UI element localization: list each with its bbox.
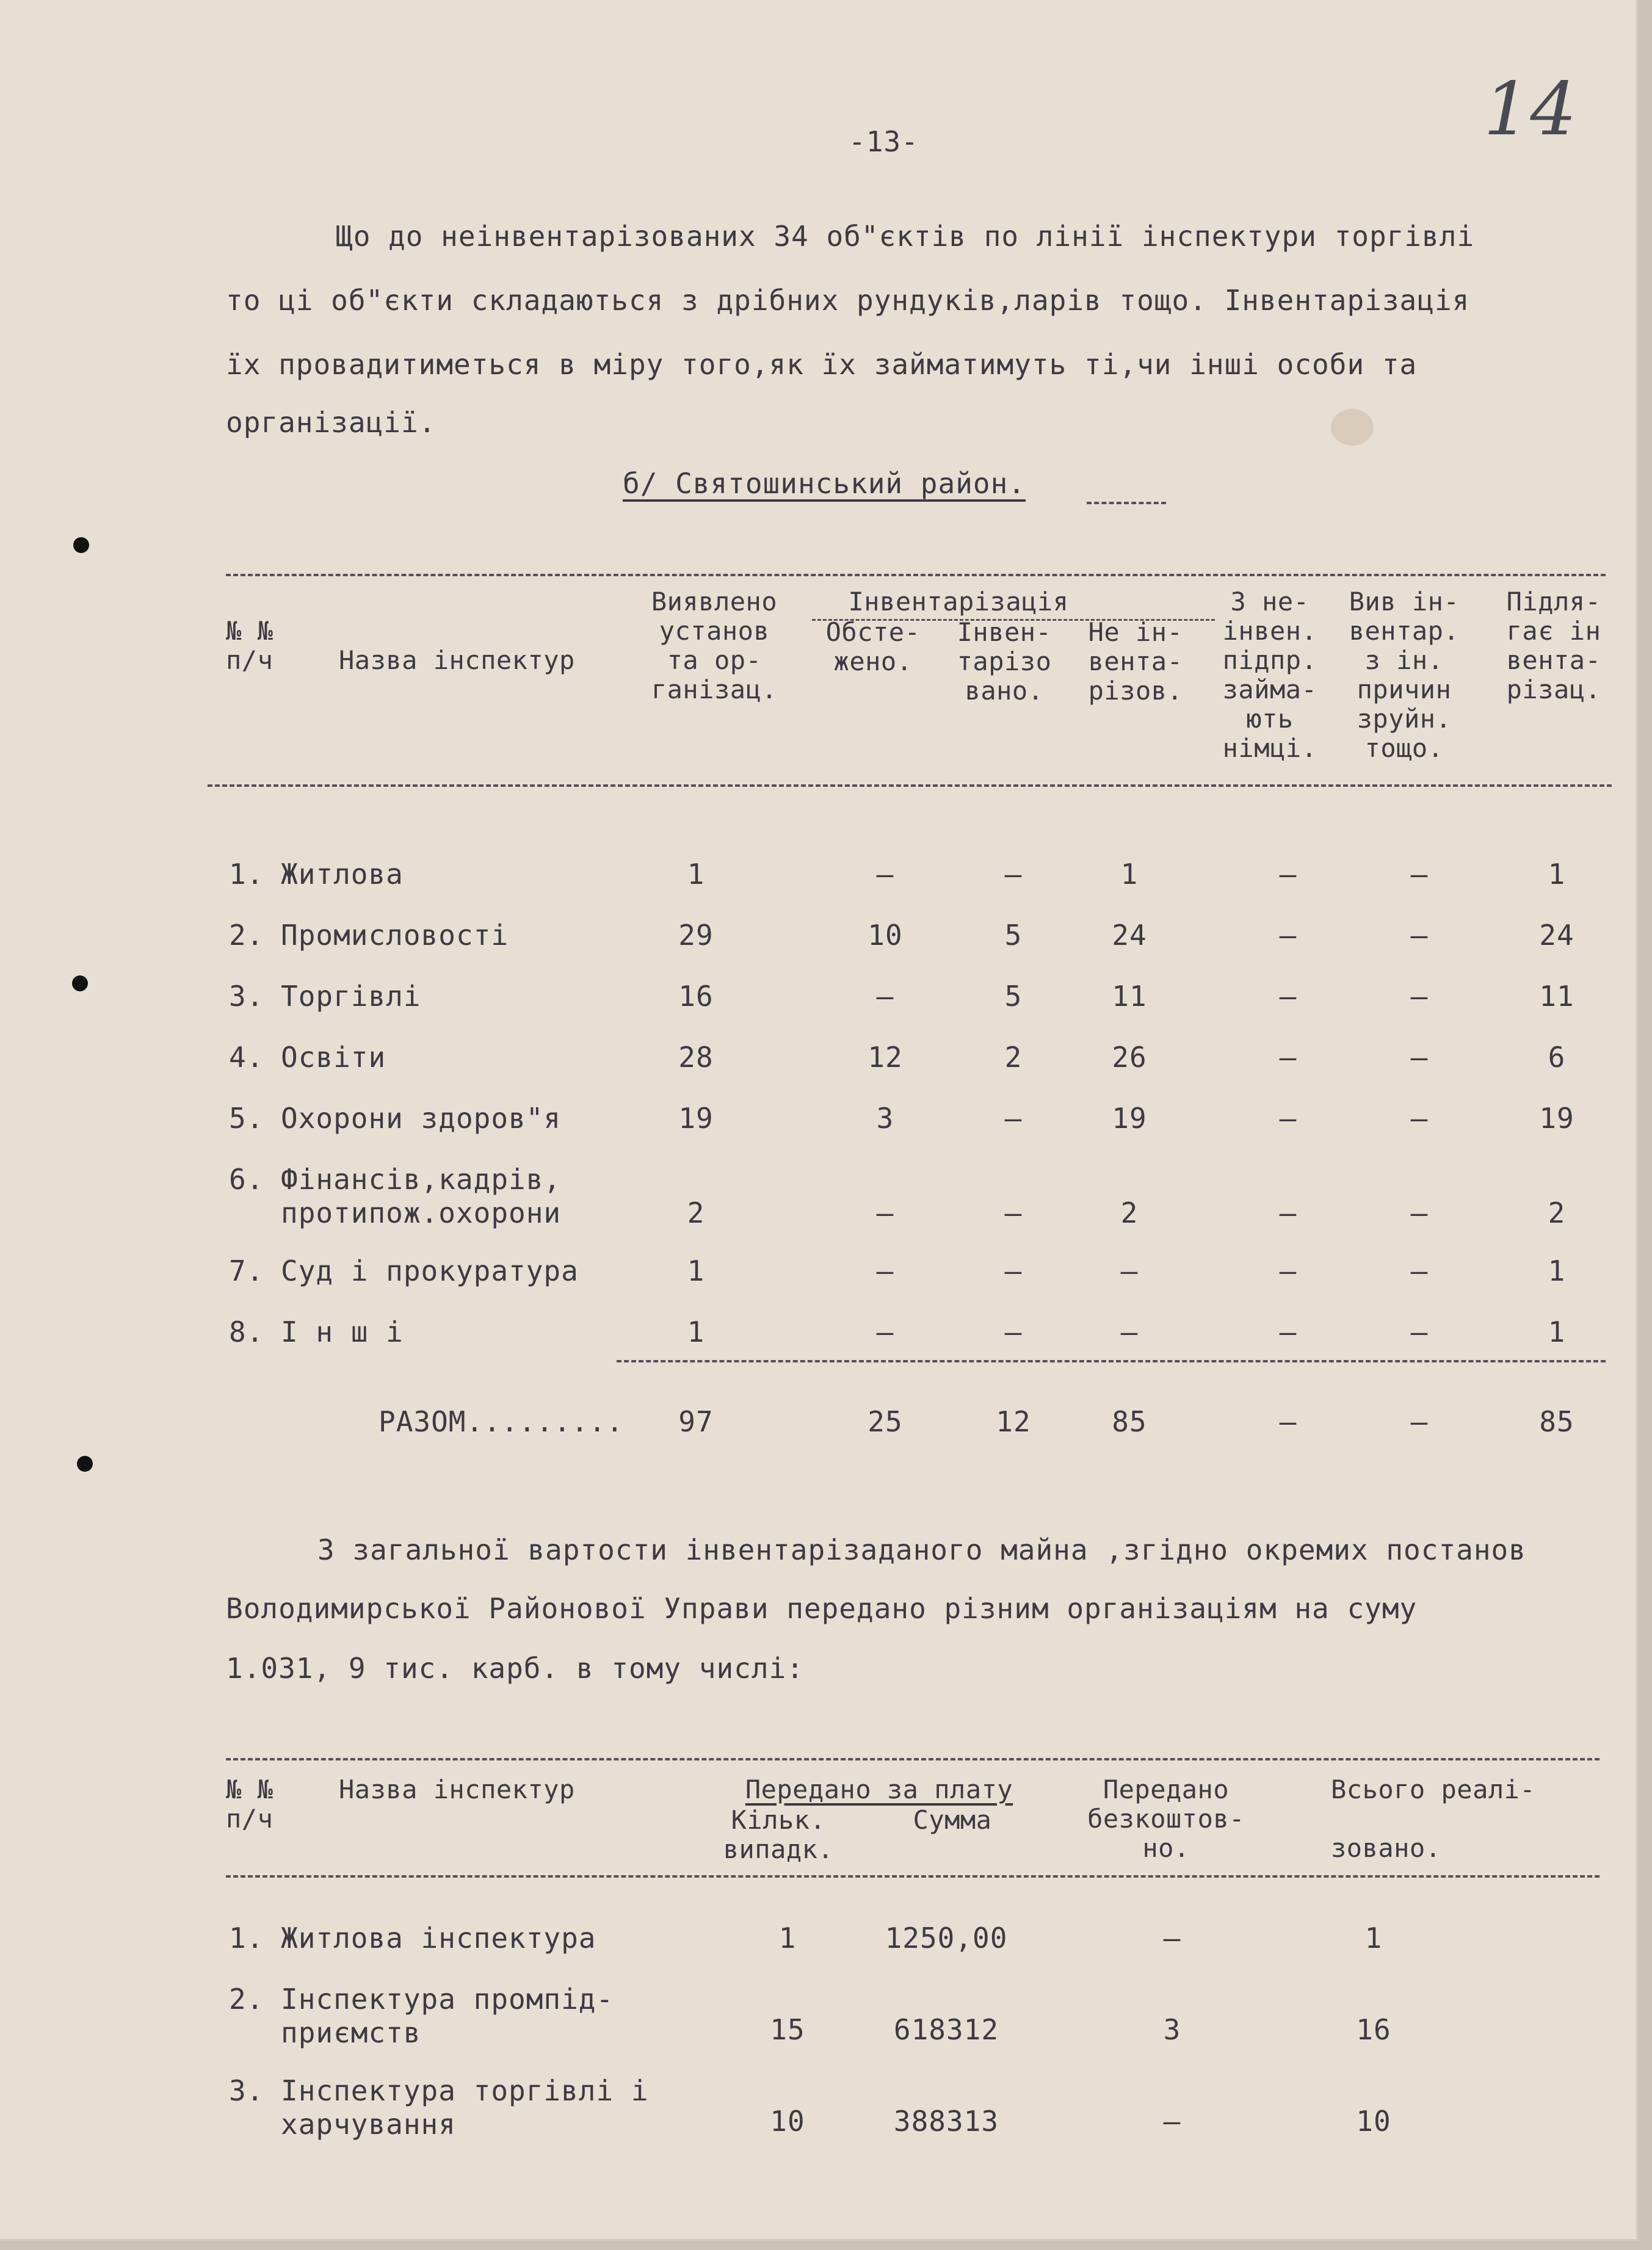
- t1-cell-subject: 1: [1548, 858, 1566, 891]
- table1-top-rule: [226, 574, 1606, 576]
- t1-cell-found: 1: [687, 1254, 705, 1287]
- t1-header-line: вано.: [965, 676, 1044, 706]
- t2-header-name: Назва інспектур: [339, 1774, 575, 1804]
- intro-line-3: їх провадитиметься в міру того,як їх займатимуть ті,чи інші особи та: [226, 348, 1418, 381]
- t1-header-line: інвен.: [1222, 616, 1317, 646]
- t1-cell-occupied: –: [1279, 1254, 1297, 1287]
- t1-total-surveyed: 25: [868, 1405, 903, 1438]
- t1-row-name: Житлова: [281, 858, 404, 891]
- t1-header-line: ють: [1246, 704, 1294, 734]
- t1-header-line: тарізо: [957, 646, 1052, 676]
- t1-cell-removed: –: [1410, 919, 1429, 952]
- t1-cell-found: 2: [687, 1196, 705, 1229]
- t1-cell-surveyed: –: [876, 1254, 894, 1287]
- t1-cell-inventoried: –: [1004, 1254, 1023, 1287]
- t1-cell-subject: 2: [1548, 1196, 1566, 1229]
- t1-cell-subject: 24: [1539, 919, 1574, 952]
- t2-cell-sum: 388313: [893, 2105, 999, 2138]
- t1-cell-surveyed: –: [876, 980, 894, 1013]
- t1-cell-not-inv: 26: [1112, 1041, 1147, 1074]
- t2-header-sum: Сумма: [913, 1805, 992, 1835]
- t1-cell-subject: 11: [1539, 980, 1574, 1013]
- t1-header-num-line: п/ч: [226, 645, 274, 675]
- t1-header-line: Виявлено: [651, 587, 778, 617]
- t1-header-line: вента-: [1506, 645, 1601, 675]
- t2-header-line: зовано.: [1331, 1833, 1441, 1863]
- folio-number: 14: [1484, 67, 1577, 152]
- t1-header-line: займа-: [1222, 675, 1317, 704]
- t1-row-number: 5.: [229, 1102, 264, 1135]
- t2-row-name: харчування: [281, 2108, 456, 2141]
- t2-header-free: [1074, 1775, 1258, 1863]
- t2-cell-sum: 1250,00: [885, 1922, 1008, 1955]
- t1-header-line: зруйн.: [1357, 704, 1452, 734]
- stain-mark: [1331, 409, 1374, 446]
- title-underline-dash: [1087, 502, 1166, 504]
- t1-row-name: Промисловості: [281, 919, 509, 952]
- t2-cell-free: –: [1163, 2105, 1181, 2138]
- t2-header-line: но.: [1142, 1833, 1190, 1863]
- t1-cell-surveyed: 12: [868, 1041, 903, 1074]
- t1-row-name: Освіти: [281, 1041, 386, 1074]
- t1-cell-not-inv: 19: [1112, 1102, 1147, 1135]
- t2-row-name: Інспектура торгівлі і: [281, 2074, 649, 2107]
- t1-cell-surveyed: 3: [876, 1102, 894, 1135]
- t1-header-subject: [1493, 587, 1615, 704]
- t1-row-number: 4.: [229, 1041, 264, 1074]
- t1-cell-found: 1: [687, 1315, 705, 1348]
- t1-cell-removed: –: [1410, 858, 1429, 891]
- t2-cell-count: 10: [770, 2105, 805, 2138]
- t1-cell-found: 29: [678, 919, 714, 952]
- t1-header-line: різов.: [1088, 676, 1183, 706]
- t2-row-name: приємств: [281, 2016, 421, 2049]
- t1-header-line: Підля-: [1506, 587, 1601, 617]
- t1-cell-found: 28: [678, 1041, 714, 1074]
- t1-total-removed: –: [1410, 1405, 1429, 1438]
- t1-cell-occupied: –: [1279, 1196, 1297, 1229]
- t1-cell-removed: –: [1410, 1102, 1429, 1135]
- t2-row-name: Житлова інспектура: [281, 1922, 596, 1955]
- t2-cell-sum: 618312: [893, 2013, 999, 2046]
- t1-header-not-inv: [1074, 618, 1197, 706]
- t2-header-line: Передано: [1103, 1774, 1230, 1804]
- punch-hole: [72, 975, 88, 991]
- t2-cell-count: 15: [770, 2013, 805, 2046]
- t2-header-spacer: [1331, 1804, 1535, 1834]
- t1-cell-not-inv: 2: [1120, 1196, 1139, 1229]
- t2-header-line: п/ч: [226, 1804, 274, 1834]
- t1-header-line: Вив ін-: [1349, 587, 1460, 617]
- t1-cell-inventoried: –: [1004, 1315, 1023, 1348]
- t1-cell-subject: 1: [1548, 1315, 1566, 1348]
- t1-header-line: з ін.: [1364, 645, 1444, 675]
- t1-total-occupied: –: [1279, 1405, 1297, 1438]
- t1-header-line: жено.: [833, 646, 913, 676]
- t2-header-line: випадк.: [723, 1834, 834, 1864]
- t1-header-line: Не ін-: [1088, 617, 1183, 647]
- t1-cell-removed: –: [1410, 1254, 1429, 1287]
- t1-row-number: 7.: [229, 1254, 264, 1287]
- t1-header-occupied: [1212, 587, 1328, 763]
- t1-header-line: Обсте-: [825, 617, 921, 647]
- t1-header-num-line: № №: [226, 616, 274, 646]
- t1-cell-removed: –: [1410, 980, 1429, 1013]
- t1-total-label: РАЗОМ.........: [379, 1405, 624, 1438]
- section-title-text: б/ Святошинський район.: [623, 467, 1026, 500]
- t1-cell-not-inv: –: [1120, 1254, 1139, 1287]
- t1-cell-inventoried: 5: [1004, 980, 1023, 1013]
- table2-header-rule: [226, 1875, 1599, 1878]
- t1-cell-occupied: –: [1279, 980, 1297, 1013]
- t2-cell-free: –: [1163, 1922, 1181, 1955]
- t1-cell-occupied: –: [1279, 1102, 1297, 1135]
- t1-header-line: різац.: [1506, 675, 1601, 704]
- t2-row-number: 2.: [229, 1983, 264, 2016]
- para2-line-1: З загальної вартости інвентарізаданого майна ,згідно окремих постанов: [317, 1533, 1526, 1566]
- t1-total-not-inv: 85: [1112, 1405, 1147, 1438]
- t2-header-count: [708, 1806, 849, 1864]
- t1-cell-subject: 6: [1548, 1041, 1566, 1074]
- section-title: [623, 467, 1026, 500]
- t2-header-paid-group: [708, 1775, 1050, 1804]
- t1-header-found: [629, 587, 800, 704]
- t1-header-line: та ор-: [667, 645, 762, 675]
- t1-header-line: гає ін: [1506, 616, 1601, 646]
- t1-cell-surveyed: –: [876, 1196, 894, 1229]
- t1-header-line: тощо.: [1364, 733, 1444, 763]
- t1-header-line: вентар.: [1349, 616, 1460, 646]
- t1-row-number: 3.: [229, 980, 264, 1013]
- t1-cell-not-inv: –: [1120, 1315, 1139, 1348]
- t1-cell-surveyed: –: [876, 1315, 894, 1348]
- t1-cell-surveyed: 10: [868, 919, 903, 952]
- table2-top-rule: [226, 1758, 1599, 1760]
- t1-cell-found: 1: [687, 858, 705, 891]
- t1-cell-occupied: –: [1279, 858, 1297, 891]
- t1-total-found: 97: [678, 1405, 714, 1438]
- t2-row-number: 1.: [229, 1922, 264, 1955]
- t2-header-num: [226, 1775, 273, 1834]
- t1-header-line: ганізац.: [651, 675, 778, 704]
- t1-cell-removed: –: [1410, 1041, 1429, 1074]
- t1-header-line: З не-: [1230, 587, 1310, 617]
- t1-row-number: 6.: [229, 1163, 264, 1196]
- para2-line-2: Володимирської Районової Управи передано різним організаціям на суму: [226, 1592, 1418, 1625]
- t1-header-line: причин: [1357, 675, 1452, 704]
- intro-line-1: Що до неінвентарізованих 34 об"єктів по лінії інспектури торгівлі: [336, 220, 1475, 253]
- t1-header-line: німці.: [1222, 733, 1317, 763]
- t1-cell-not-inv: 1: [1120, 858, 1139, 891]
- t2-cell-total: 1: [1364, 1922, 1383, 1955]
- t2-header-line: безкоштов-: [1087, 1804, 1245, 1834]
- t1-row-number: 8.: [229, 1315, 264, 1348]
- table1-total-rule: [617, 1360, 1606, 1362]
- t1-cell-not-inv: 11: [1112, 980, 1147, 1013]
- t2-header-paid-group-text: Передано за плату: [745, 1774, 1013, 1804]
- t1-cell-found: 16: [678, 980, 714, 1013]
- t1-header-line: вента-: [1088, 646, 1183, 676]
- t2-cell-count: 1: [778, 1922, 797, 1955]
- t2-header-line: Кільк.: [731, 1805, 826, 1835]
- t1-row-name: Торгівлі: [281, 980, 421, 1013]
- t1-row-name: протипож.охорони: [281, 1196, 562, 1229]
- t1-cell-inventoried: 2: [1004, 1041, 1023, 1074]
- t2-header-total: [1331, 1775, 1535, 1863]
- para2-line-3: 1.031, 9 тис. карб. в тому числі:: [226, 1652, 804, 1685]
- punch-hole: [73, 537, 89, 553]
- t1-row-number: 2.: [229, 919, 264, 952]
- t1-cell-subject: 19: [1539, 1102, 1574, 1135]
- t1-header-line: Інвен-: [957, 617, 1052, 647]
- t1-cell-occupied: –: [1279, 1041, 1297, 1074]
- t2-row-name: Інспектура промпід-: [281, 1983, 614, 2016]
- t1-row-name: Фінансів,кадрів,: [281, 1163, 562, 1196]
- t1-header-name: Назва інспектур: [339, 645, 575, 675]
- t1-cell-occupied: –: [1279, 919, 1297, 952]
- t1-header-removed: [1337, 587, 1471, 763]
- t1-cell-not-inv: 24: [1112, 919, 1147, 952]
- t2-cell-total: 16: [1356, 2013, 1391, 2046]
- t1-row-name: Охорони здоров"я: [281, 1102, 562, 1135]
- t1-total-inventoried: 12: [996, 1405, 1031, 1438]
- t1-header-num: [226, 617, 273, 675]
- t2-header-line: Всього реалі-: [1331, 1774, 1536, 1804]
- table1-header-rule: [208, 784, 1612, 787]
- t1-cell-surveyed: –: [876, 858, 894, 891]
- punch-hole: [77, 1456, 93, 1472]
- t1-cell-found: 19: [678, 1102, 714, 1135]
- t1-cell-inventoried: –: [1004, 858, 1023, 891]
- t2-header-line: № №: [226, 1774, 274, 1804]
- t1-header-surveyed: [812, 618, 934, 676]
- t2-cell-free: 3: [1163, 2013, 1181, 2046]
- t1-header-line: установ: [659, 616, 770, 646]
- t1-cell-removed: –: [1410, 1315, 1429, 1348]
- t2-row-number: 3.: [229, 2074, 264, 2107]
- t1-row-name: Суд і прокуратура: [281, 1254, 579, 1287]
- t1-cell-occupied: –: [1279, 1315, 1297, 1348]
- intro-line-2: то ці об"єкти складаються з дрібних рундуків,ларів тощо. Інвентарізація: [226, 284, 1470, 317]
- t1-row-number: 1.: [229, 858, 264, 891]
- t2-cell-total: 10: [1356, 2105, 1391, 2138]
- t1-header-line: підпр.: [1222, 645, 1317, 675]
- t1-cell-inventoried: –: [1004, 1196, 1023, 1229]
- intro-line-4: організації.: [226, 406, 437, 439]
- t1-header-inv-group: Інвентарізація: [848, 587, 1069, 617]
- page-number: -13-: [849, 125, 919, 158]
- t1-header-inventoried: [943, 618, 1065, 706]
- t1-cell-removed: –: [1410, 1196, 1429, 1229]
- t1-cell-subject: 1: [1548, 1254, 1566, 1287]
- t1-cell-inventoried: –: [1004, 1102, 1023, 1135]
- t1-cell-inventoried: 5: [1004, 919, 1023, 952]
- t1-row-name: І н ш і: [281, 1315, 404, 1348]
- t1-total-subject: 85: [1539, 1405, 1574, 1438]
